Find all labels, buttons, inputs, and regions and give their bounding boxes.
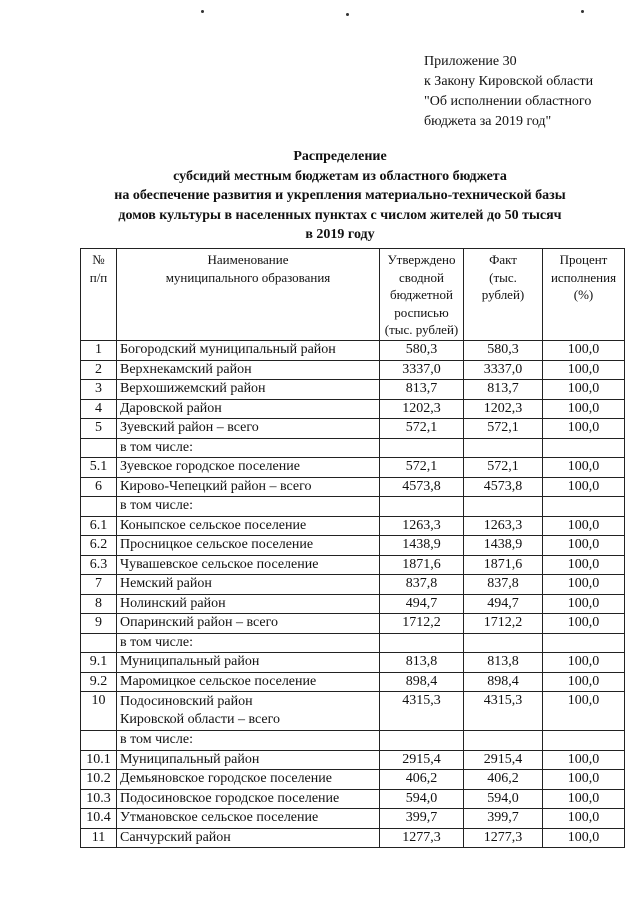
table-row — [81, 594, 625, 614]
row-number: 5 — [81, 419, 117, 439]
row-number: 7 — [81, 575, 117, 595]
row-name: в том числе: — [117, 731, 380, 751]
row-name: Коныпское сельское поселение — [117, 516, 380, 536]
row-approved — [380, 731, 464, 751]
row-name: Утмановское сельское поселение — [117, 809, 380, 829]
row-number — [81, 633, 117, 653]
row-number: 9.2 — [81, 672, 117, 692]
row-name — [117, 692, 380, 731]
row-percent: 100,0 — [543, 399, 625, 419]
table-row — [81, 516, 625, 536]
document-title — [60, 147, 620, 245]
row-name: Верхошижемский район — [117, 380, 380, 400]
row-approved: 580,3 — [380, 341, 464, 361]
row-name: в том числе: — [117, 438, 380, 458]
row-fact: 1438,9 — [464, 536, 543, 556]
table-row — [81, 809, 625, 829]
row-approved: 813,8 — [380, 653, 464, 673]
row-number: 3 — [81, 380, 117, 400]
row-percent: 100,0 — [543, 750, 625, 770]
row-number: 9 — [81, 614, 117, 634]
table-row — [81, 360, 625, 380]
row-number: 10 — [81, 692, 117, 731]
row-approved: 4573,8 — [380, 477, 464, 497]
row-fact: 898,4 — [464, 672, 543, 692]
row-number: 9.1 — [81, 653, 117, 673]
row-name: Демьяновское городское поселение — [117, 770, 380, 790]
row-approved: 494,7 — [380, 594, 464, 614]
appendix-line: "Об исполнении областного — [424, 94, 592, 109]
row-fact: 494,7 — [464, 594, 543, 614]
header-approved: Утверждено сводной бюджетной росписью (тыс. рублей) — [380, 249, 464, 341]
row-number — [81, 438, 117, 458]
row-fact: 594,0 — [464, 789, 543, 809]
row-percent: 100,0 — [543, 575, 625, 595]
title-line: Распределение — [293, 149, 387, 164]
row-approved: 1277,3 — [380, 828, 464, 848]
row-approved: 572,1 — [380, 419, 464, 439]
table-row — [81, 399, 625, 419]
row-percent: 100,0 — [543, 341, 625, 361]
row-name: в том числе: — [117, 497, 380, 517]
header-percent: Процент исполнения (%) — [543, 249, 625, 341]
table-row — [81, 672, 625, 692]
row-fact — [464, 438, 543, 458]
row-name: Санчурский район — [117, 828, 380, 848]
row-number: 10.3 — [81, 789, 117, 809]
row-approved — [380, 497, 464, 517]
table-body — [81, 341, 625, 848]
row-fact: 1712,2 — [464, 614, 543, 634]
table-row — [81, 692, 625, 731]
row-approved: 898,4 — [380, 672, 464, 692]
row-percent: 100,0 — [543, 770, 625, 790]
header-fact: Факт (тыс. рублей) — [464, 249, 543, 341]
row-approved: 406,2 — [380, 770, 464, 790]
table-row — [81, 614, 625, 634]
row-approved: 1263,3 — [380, 516, 464, 536]
row-number: 10.1 — [81, 750, 117, 770]
row-percent: 100,0 — [543, 477, 625, 497]
table-header-row — [81, 249, 625, 341]
row-name-line: Подосиновский район — [120, 694, 253, 709]
row-name: в том числе: — [117, 633, 380, 653]
row-approved: 399,7 — [380, 809, 464, 829]
row-fact — [464, 633, 543, 653]
row-name: Муниципальный район — [117, 653, 380, 673]
row-percent: 100,0 — [543, 594, 625, 614]
row-name: Кирово-Чепецкий район – всего — [117, 477, 380, 497]
row-fact: 1263,3 — [464, 516, 543, 536]
row-percent: 100,0 — [543, 828, 625, 848]
row-approved: 594,0 — [380, 789, 464, 809]
title-line: домов культуры в населенных пунктах с числом жителей до 50 тысяч — [118, 207, 562, 223]
row-name: Даровской район — [117, 399, 380, 419]
row-percent: 100,0 — [543, 419, 625, 439]
row-percent — [543, 633, 625, 653]
row-name: Зуевский район – всего — [117, 419, 380, 439]
row-number: 2 — [81, 360, 117, 380]
row-name: Подосиновское городское поселение — [117, 789, 380, 809]
row-fact — [464, 731, 543, 751]
table-row — [81, 633, 625, 653]
row-percent: 100,0 — [543, 458, 625, 478]
row-approved: 1871,6 — [380, 555, 464, 575]
row-number: 6.1 — [81, 516, 117, 536]
row-percent — [543, 497, 625, 517]
row-percent: 100,0 — [543, 614, 625, 634]
row-fact: 1202,3 — [464, 399, 543, 419]
row-fact: 4573,8 — [464, 477, 543, 497]
row-percent: 100,0 — [543, 516, 625, 536]
row-name: Нолинский район — [117, 594, 380, 614]
row-name: Немский район — [117, 575, 380, 595]
row-approved: 572,1 — [380, 458, 464, 478]
row-fact: 572,1 — [464, 458, 543, 478]
table-row — [81, 750, 625, 770]
row-number: 8 — [81, 594, 117, 614]
table-row — [81, 341, 625, 361]
row-fact: 813,7 — [464, 380, 543, 400]
table-row — [81, 653, 625, 673]
row-name: Просницкое сельское поселение — [117, 536, 380, 556]
subsidy-table — [80, 248, 625, 848]
row-number: 6.3 — [81, 555, 117, 575]
table-row — [81, 458, 625, 478]
row-number: 11 — [81, 828, 117, 848]
row-approved — [380, 438, 464, 458]
row-percent: 100,0 — [543, 360, 625, 380]
row-approved: 837,8 — [380, 575, 464, 595]
row-fact: 1871,6 — [464, 555, 543, 575]
table-row — [81, 497, 625, 517]
table-row — [81, 828, 625, 848]
row-name-line: Кировской области – всего — [120, 712, 280, 727]
appendix-line: Приложение 30 — [424, 54, 517, 69]
row-fact — [464, 497, 543, 517]
row-name: Маромицкое сельское поселение — [117, 672, 380, 692]
row-fact: 572,1 — [464, 419, 543, 439]
header-name: Наименование муниципального образования — [117, 249, 380, 341]
row-percent: 100,0 — [543, 653, 625, 673]
table-row — [81, 555, 625, 575]
row-approved: 1712,2 — [380, 614, 464, 634]
row-approved: 1202,3 — [380, 399, 464, 419]
title-line: в 2019 году — [305, 227, 375, 242]
title-line: субсидий местным бюджетам из областного бюджета — [173, 168, 507, 184]
appendix-line: бюджета за 2019 год" — [424, 114, 552, 129]
row-percent — [543, 438, 625, 458]
row-fact: 2915,4 — [464, 750, 543, 770]
row-number — [81, 497, 117, 517]
row-fact: 406,2 — [464, 770, 543, 790]
header-num: № п/п — [81, 249, 117, 341]
row-name: Верхнекамский район — [117, 360, 380, 380]
row-percent — [543, 731, 625, 751]
row-fact: 3337,0 — [464, 360, 543, 380]
scan-dot — [346, 13, 349, 16]
row-approved: 813,7 — [380, 380, 464, 400]
table-row — [81, 419, 625, 439]
row-approved — [380, 633, 464, 653]
table-row — [81, 380, 625, 400]
appendix-line: к Закону Кировской области — [424, 74, 594, 89]
row-number — [81, 731, 117, 751]
table-row — [81, 438, 625, 458]
row-approved: 2915,4 — [380, 750, 464, 770]
row-name: Богородский муниципальный район — [117, 341, 380, 361]
scan-dot — [581, 10, 584, 13]
row-percent: 100,0 — [543, 380, 625, 400]
row-number: 1 — [81, 341, 117, 361]
row-number: 6.2 — [81, 536, 117, 556]
row-percent: 100,0 — [543, 789, 625, 809]
table-row — [81, 770, 625, 790]
row-percent: 100,0 — [543, 809, 625, 829]
appendix-note — [424, 52, 634, 132]
row-percent: 100,0 — [543, 536, 625, 556]
row-percent: 100,0 — [543, 555, 625, 575]
row-number: 6 — [81, 477, 117, 497]
row-fact: 1277,3 — [464, 828, 543, 848]
row-number: 4 — [81, 399, 117, 419]
row-fact: 813,8 — [464, 653, 543, 673]
row-number: 10.2 — [81, 770, 117, 790]
table-row — [81, 731, 625, 751]
row-number: 10.4 — [81, 809, 117, 829]
row-approved: 4315,3 — [380, 692, 464, 731]
scan-dot — [201, 10, 204, 13]
row-name: Муниципальный район — [117, 750, 380, 770]
table-row — [81, 789, 625, 809]
table-row — [81, 536, 625, 556]
row-percent: 100,0 — [543, 672, 625, 692]
row-fact: 580,3 — [464, 341, 543, 361]
row-percent: 100,0 — [543, 692, 625, 731]
table-row — [81, 575, 625, 595]
row-name: Чувашевское сельское поселение — [117, 555, 380, 575]
table-row — [81, 477, 625, 497]
row-fact: 837,8 — [464, 575, 543, 595]
title-line: на обеспечение развития и укрепления материально-технической базы — [114, 188, 566, 203]
row-name: Зуевское городское поселение — [117, 458, 380, 478]
row-name: Опаринский район – всего — [117, 614, 380, 634]
row-approved: 3337,0 — [380, 360, 464, 380]
row-fact: 399,7 — [464, 809, 543, 829]
row-fact: 4315,3 — [464, 692, 543, 731]
row-number: 5.1 — [81, 458, 117, 478]
row-approved: 1438,9 — [380, 536, 464, 556]
